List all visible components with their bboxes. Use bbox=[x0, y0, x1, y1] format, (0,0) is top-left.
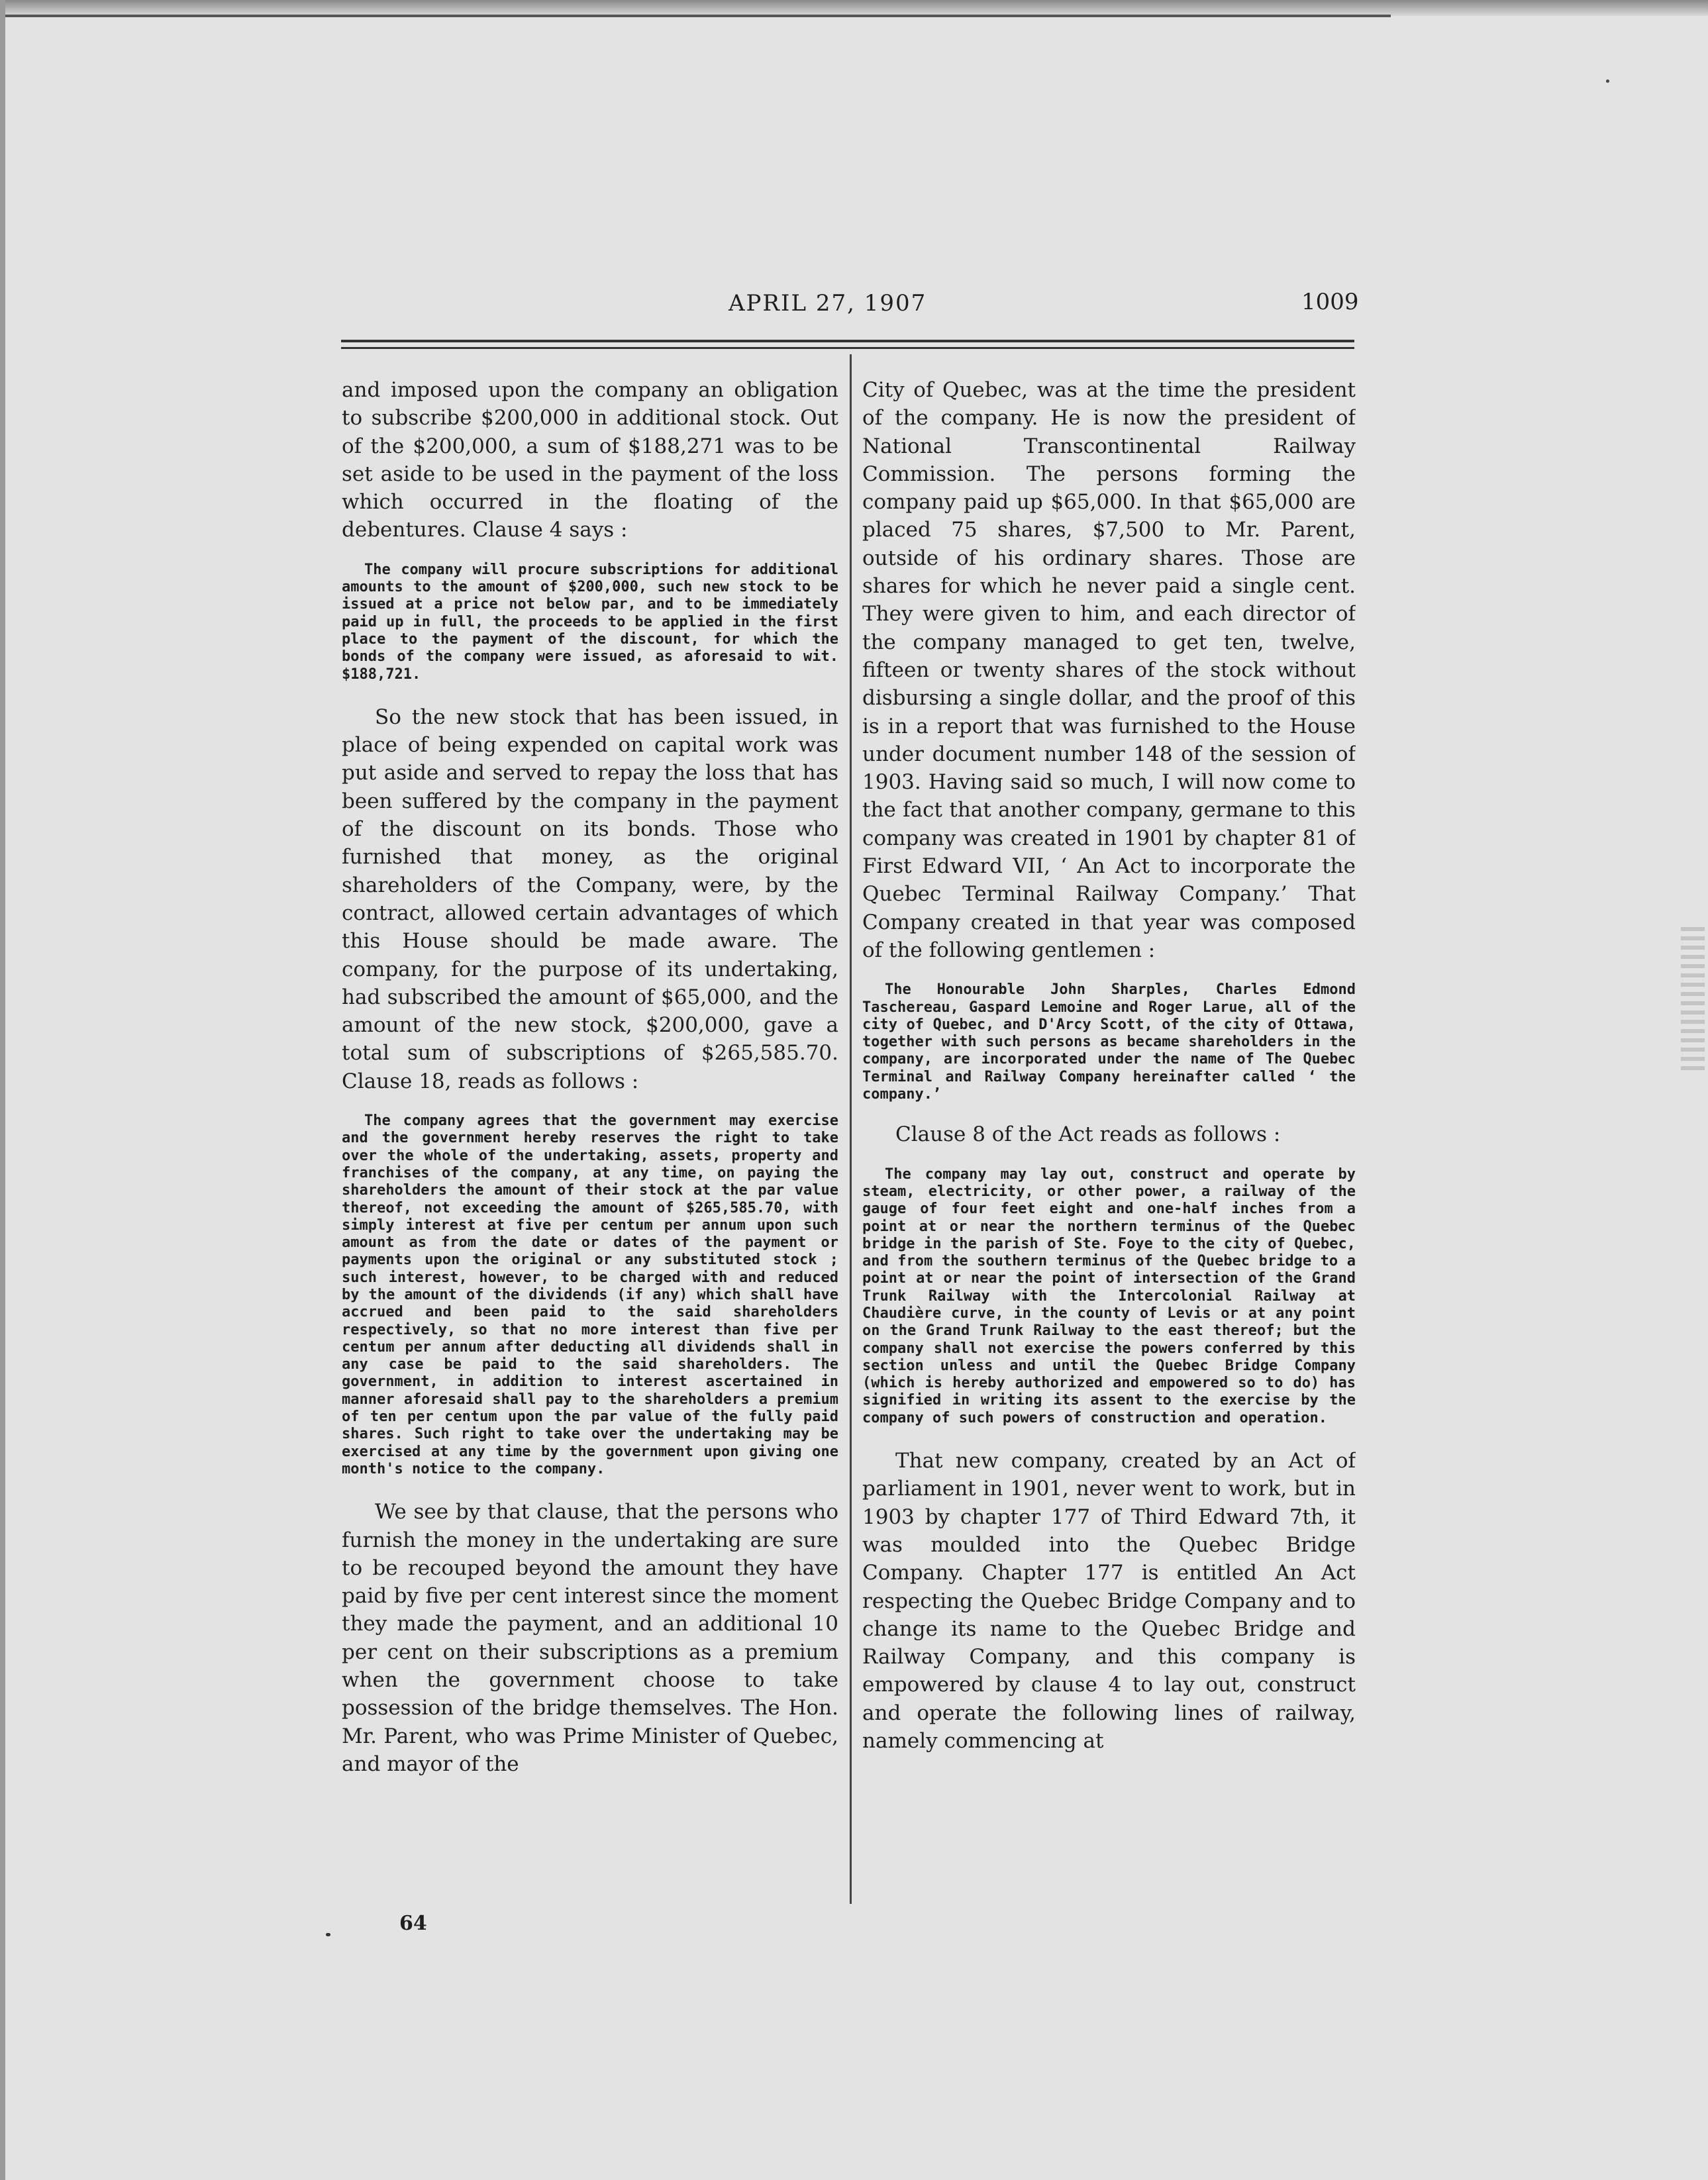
block-quote: The company agrees that the government may exercise and the government hereby reserves the right to take over the whole of the undertaking, assets, property and franchises of the company, at any time, on paying the shareholders the amount of their stock at the par value thereof, not exceeding the amount of $265,585.70, with simply interest at five per centum per annum upon such amount as from the date or dates of the payment or payments upon the original or any substituted stock ; such interest, however, to be charged with and reduced by the amount of the dividends (if any) which shall have accrued and been paid to the said shareholders respectively, so that no more interest than five per centum per annum after deducting all dividends shall in any case be paid to the said shareholders. The government, in addition to interest ascertained in manner aforesaid shall pay to the shareholders a premium of ten per centum upon the par value of the fully paid shares. Such right to take over the undertaking may be exercised at any time by the government upon giving one month's notice to the company. bbox=[342, 1113, 838, 1477]
column-divider bbox=[850, 354, 852, 1904]
scan-rule-top bbox=[0, 15, 1391, 17]
header-rule-secondary bbox=[341, 347, 1354, 349]
header-rule bbox=[341, 340, 1354, 342]
paragraph: So the new stock that has been issued, in place of being expended on capital work was put aside and served to repay the loss that has been suffered by the company in the payment of the discount on its bonds. Those who furnished that money, as the original shareholders of the Company, were, by the contract, allowed certain advantages of which this House should be made aware. The company, for the purpose of its undertaking, had subscribed the amount of $65,000, and the amount of the new stock, $200,000, gave a total sum of subscriptions of $265,585.70. Clause 18, reads as follows : bbox=[342, 705, 838, 1093]
signature-mark: 64 bbox=[399, 1912, 427, 1935]
scan-edge-top bbox=[0, 0, 1708, 16]
paragraph: and imposed upon the company an obligation to subscribe $200,000 in additional stock. Out of the $200,000, a sum of $188,271 was to be set aside to be used in the payment of the loss which occurred in the floating of the debentures. Clause 4 says : bbox=[342, 378, 838, 542]
right-column bbox=[862, 376, 1356, 1899]
scan-edge-left bbox=[0, 0, 5, 2180]
paragraph: We see by that clause, that the persons who furnish the money in the undertaking are sure to be recouped beyond the amount they have paid by five per cent interest since the moment they made the payment, and an additional 10 per cent on their subscriptions as a premium when the government choose to take possession of the bridge themselves. The Hon. Mr. Parent, who was Prime Minister of Quebec, and mayor of the bbox=[342, 1500, 838, 1776]
page-number: 1009 bbox=[1301, 289, 1359, 315]
block-quote: The Honourable John Sharples, Charles Edmond Taschereau, Gaspard Lemoine and Roger Larue, all of the city of Quebec, and D'Arcy Scott, of the city of Ottawa, together with such persons as became shareholders in the company, are incorporated under the name of The Quebec Terminal and Railway Company hereinafter called ‘ the company.’ bbox=[862, 981, 1356, 1103]
block-quote: The company may lay out, construct and operate by steam, electricity, or other power, a railway of the gauge of four feet eight and one-half inches from a point at or near the northern terminus of the Quebec bridge in the parish of Ste. Foye to the city of Quebec, and from the southern terminus of the Quebec bridge to a point at or near the point of intersection of the Grand Trunk Railway with the Intercolonial Railway at Chaudière curve, in the county of Levis or at any point on the Grand Trunk Railway to the east thereof; but the company shall not exercise the powers conferred by this section unless and until the Quebec Bridge Company (which is hereby authorized and empowered so to do) has signified in writing its assent to the exercise by the company of such powers of construction and operation. bbox=[862, 1165, 1356, 1426]
paragraph: City of Quebec, was at the time the president of the company. He is now the president of National Transcontinental Railway Commission. The persons forming the company paid up $65,000. In that $65,000 are placed 75 shares, $7,500 to Mr. Parent, outside of his ordinary shares. Those are shares for which he never paid a single cent. They were given to him, and each director of the company managed to get ten, twelve, fifteen or twenty shares of the stock without disbursing a single dollar, and the proof of this is in a report that was furnished to the House under document number 148 of the session of 1903. Having said so much, I will now come to the fact that another company, germane to this company was created in 1901 by chapter 81 of First Edward VII, ‘ An Act to incorporate the Quebec Terminal Railway Company.’ That Company created in that year was composed of the following gentlemen : bbox=[862, 378, 1356, 962]
paragraph: That new company, created by an Act of parliament in 1901, never went to work, but in 1903 by chapter 177 of Third Edward 7th, it was moulded into the Quebec Bridge Company. Chapter 177 is entitled An Act respecting the Quebec Bridge Company and to change its name to the Quebec Bridge and Railway Company, and this company is empowered by clause 4 to lay out, construct and operate the following lines of railway, namely commencing at bbox=[862, 1449, 1356, 1754]
speck bbox=[1606, 79, 1609, 83]
speck bbox=[326, 1933, 330, 1936]
bleed-through bbox=[1681, 927, 1705, 1073]
block-quote: The company will procure subscriptions for additional amounts to the amount of $200,000, such new stock to be issued at a price not below par, and to be immediately paid up in full, the proceeds to be applied in the first place to the payment of the discount, for which the bonds of the company were issued, as aforesaid to wit. $188,721. bbox=[342, 561, 838, 683]
left-column bbox=[342, 376, 838, 1899]
paragraph: Clause 8 of the Act reads as follows : bbox=[895, 1122, 1281, 1147]
page-date: APRIL 27, 1907 bbox=[728, 290, 927, 317]
